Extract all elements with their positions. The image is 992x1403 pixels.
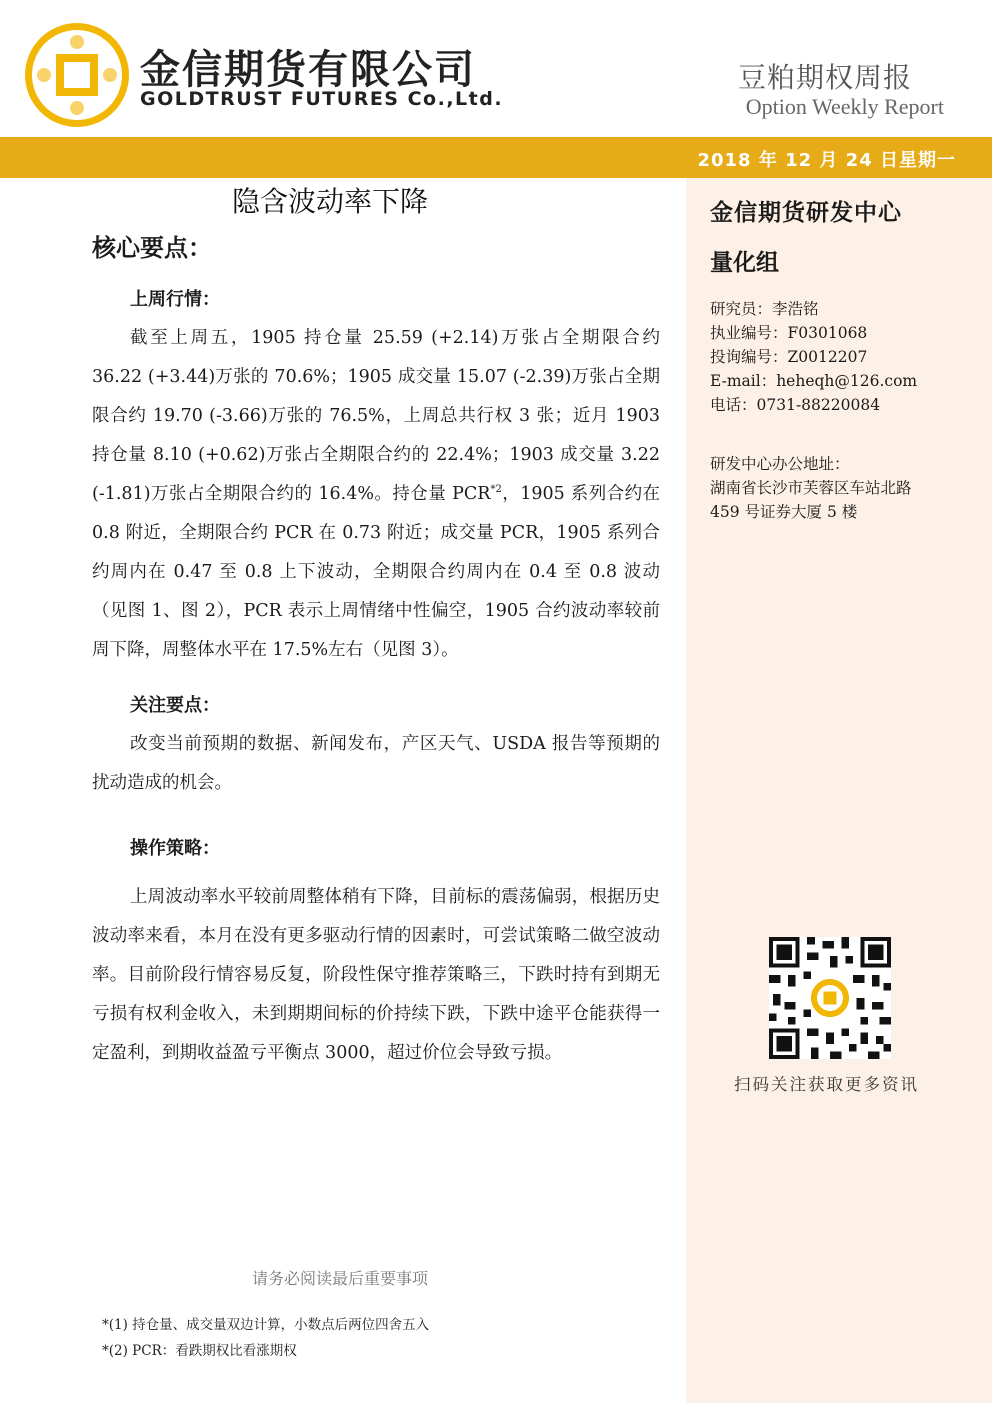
company-name-en: GOLDTRUST FUTURES Co.,Ltd.: [140, 88, 504, 110]
contact-advisory-no: 投询编号：Z0012207: [710, 348, 868, 366]
company-logo-icon: [22, 20, 132, 130]
footnote-2: *(2) PCR：看跌期权比看涨期权: [102, 1343, 297, 1359]
footnote-marker: *2: [490, 484, 502, 496]
contact-license-no: 执业编号：F0301068: [710, 324, 868, 342]
section-paragraph-market: 截至上周五，1905 持仓量 25.59 (+2.14)万张占全期限合约 36.22 (+3.44)万张的 70.6%；1905 成交量 15.07 (-2.39)万张占全期限合约 19.70 (-3.66)万张的 76.5%，上周总共行权 3 张；近月 1903 持仓量 8.10 (+0.62)万张占全期限合约的 22.4%；1903 成交量 3.22 (-1.81)万张占全期限合约的 16.4%。持仓量 PCR$^{*2}$，1905 系列合约在 0.8 附近，全期限合约 PCR 在 0.73 附近；成交量 PCR，1905 系列合约周内在 0.47 至 0.8 上下波动，全期限合约周内在 0.4 至 0.8 波动（见图 1、图 2），PCR 表示上周情绪中性偏空，1905 合约波动率较前周下降，周整体水平在 17.5%左右（见图 3）。: [92, 328, 660, 660]
article-title: 隐含波动率下降: [232, 185, 429, 218]
report-title-cn: 豆粕期权周报: [737, 61, 912, 94]
section-heading-focus: 关注要点：: [130, 695, 220, 716]
contact-researcher: 研究员：李浩铭: [710, 300, 819, 318]
address-label: 研发中心办公地址：: [710, 455, 850, 473]
research-center-name: 金信期货研发中心: [710, 200, 902, 226]
report-title-en: Option Weekly Report: [745, 94, 944, 119]
section-heading-market: 上周行情：: [130, 289, 220, 310]
disclaimer-notice: 请务必阅读最后重要事项: [252, 1269, 429, 1288]
company-name-cn: 金信期货有限公司: [140, 47, 476, 93]
core-points-heading: 核心要点：: [92, 234, 212, 262]
contact-phone: 电话：0731-88220084: [710, 396, 881, 414]
qr-code-icon[interactable]: [766, 937, 894, 1059]
office-address: [710, 452, 912, 524]
section-paragraph-strategy: 上周波动率水平较前周整体稍有下降，目前标的震荡偏弱，根据历史波动率来看，本月在没有更多驱动行情的因素时，可尝试策略二做空波动率。目前阶段行情容易反复，阶段性保守推荐策略三，下跌时持有到期无亏损有权利金收入，未到期期间标的价持续下跌，下跌中途平仓能获得一定盈利，到期收益盈亏平衡点 3000，超过价位会导致亏损。: [92, 887, 660, 1063]
report-date: 2018 年 12 月 24 日星期一: [697, 150, 956, 171]
address-line-1: 湖南省长沙市芙蓉区车站北路: [710, 479, 912, 497]
section-paragraph-focus: 改变当前预期的数据、新闻发布，产区天气、USDA 报告等预期的扰动造成的机会。: [92, 734, 660, 793]
qr-caption: 扫码关注获取更多资讯: [734, 1075, 919, 1094]
footnote-1: *(1) 持仓量、成交量双边计算，小数点后两位四舍五入: [102, 1317, 430, 1333]
contact-email[interactable]: E-mail：heheqh@126.com: [710, 372, 918, 390]
contact-list: [710, 297, 917, 417]
research-group-name: 量化组: [710, 250, 779, 276]
section-heading-strategy: 操作策略：: [130, 838, 220, 859]
address-line-2: 459 号证券大厦 5 楼: [710, 503, 858, 521]
